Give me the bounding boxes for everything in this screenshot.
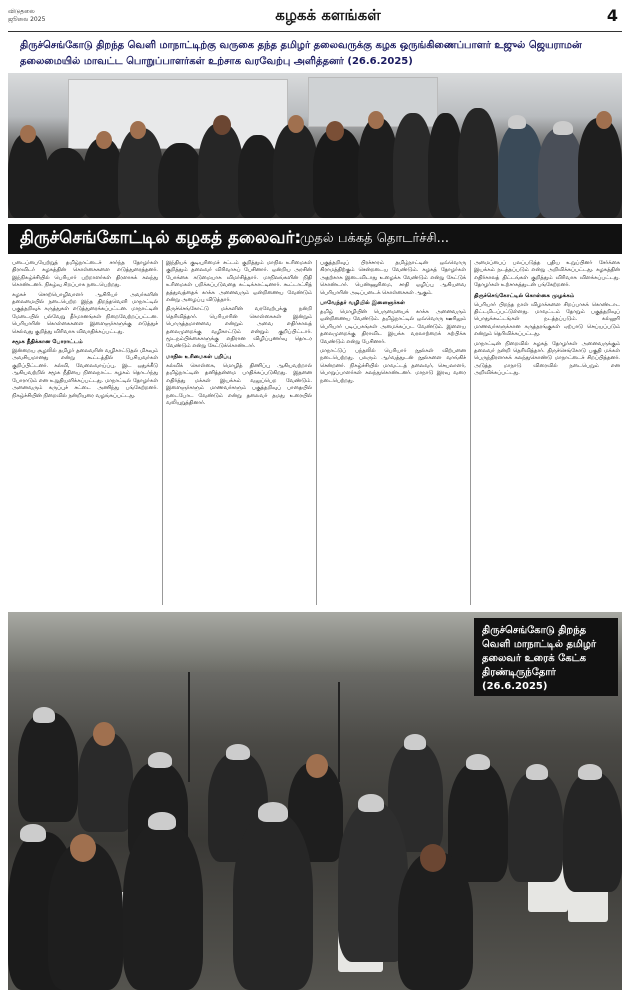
- masthead: [8, 8, 45, 24]
- paragraph: கழகச் சொற்பொழிவாளர் ஆசிரியர் அவர்களின் தலைமையில் நடைபெற்ற இந்த திறந்தவெளி மாநாட்டில் பகுத்தறிவுக் கருத்துகள் எடுத்துரைக்கப்பட்டன. மாநாட்டின் மேடையில் பல்வேறு தீர்மானங்கள் நிறைவேற்றப்பட்டன. பெரியாரின் கொள்கைகளை இளைஞர்களுக்கு எடுத்துச் செல்வது குறித்து விரிவாக விவாதிக்கப்பட்டது.: [12, 291, 158, 335]
- article-column-2: [166, 260, 312, 605]
- page-header: [8, 6, 622, 32]
- paragraph: பகுத்தறிவுப் பிரச்சாரம் தமிழ்நாட்டின் ஒவ்வொரு கிராமத்திற்கும் சென்றடைய வேண்டும். கழகத் தோழர்கள் அதற்காக இடைவிடாது உழைக்க வேண்டும் என்று கேட்டுக் கொண்டார். பெண்ணுரிமை, சாதி ஒழிப்பு ஆகியவை பெரியாரின் அடிப்படைக் கொள்கைகள் ஆகும்.: [320, 260, 466, 296]
- article-column-3: [320, 260, 466, 605]
- audience-photo-caption: திருச்செங்கோடு திறந்த வெளி மாநாட்டில் தமிழர் தலைவர் உரைக் கேட்க திரண்டிருந்தோர் (26.6.2025): [474, 618, 618, 696]
- camera-tripod: [188, 672, 190, 782]
- article-body: [12, 260, 618, 605]
- top-photo-caption: திருச்செங்கோடு திறந்த வெளி மாநாட்டிற்கு வருகை தந்த தமிழர் தலைவருக்கு கழக ஒருங்கிணைப்பாளர் உஜுல் ஜெயராமன் தலைமையில் மாவட்ட பொறுப்பாளர்கள் உற்சாக வரவேற்பு அளித்தனர் (26.6.2025): [20, 40, 582, 67]
- paragraph: மாநாட்டின் நிறைவில் கழகத் தோழர்கள் அனைவருக்கும் தலைவர் நன்றி தெரிவித்தார். திருச்செங்கோடு பகுதி மக்கள் பெருந்திரளாகக் கலந்துகொண்டு மாநாட்டைச் சிறப்பித்தனர். அடுத்த மாநாடு விரைவில் நடைபெறும் என அறிவிக்கப்பட்டது.: [474, 340, 620, 377]
- subheading: திருச்செங்கோட்டில் கொள்கை முழக்கம்: [474, 292, 575, 299]
- welcome-crowd-photo: [8, 73, 622, 218]
- page-number: 4: [606, 6, 618, 25]
- subheading: பாவேந்தர் வழியில் இளைஞர்கள்: [320, 300, 406, 307]
- masthead-title: விடுதலை: [8, 8, 35, 15]
- paragraph: கல்விக் கொள்கை, மொழித் திணிப்பு ஆகியவற்றால் தமிழ்நாட்டின் தனித்தன்மை பாதிக்கப்படுகிறது. இதனை எதிர்த்து மக்கள் இயக்கம் வலுப்பெற வேண்டும். இளைஞர்களும் மாணவர்களும் பகுத்தறிவுப் பாதையில் நடைபோட வேண்டும் என்று தலைவர் தமது உரையில் வலியுறுத்தினார்.: [166, 362, 312, 406]
- paragraph: பெரியார் பிறந்த நாள் விழாக்களை சிறப்பாகக் கொண்டாட திட்டமிடப்பட்டுள்ளது. மாவட்டம் தோறும் பகுத்தறிவுப் பொதுக்கூட்டங்கள் நடத்தப்படும். கல்லூரி மாணவர்களுக்கான கருத்தரங்குகள் ஏற்பாடு செய்யப்படும் என்றும் தெரிவிக்கப்பட்டது.: [474, 301, 620, 338]
- paragraph: தமிழ் மொழியின் பெருமையைக் காக்க அனைவரும் ஒன்றிணைய வேண்டும். தமிழ்நாட்டில் ஒவ்வொரு ஊரிலும் பெரியார் படிப்பகங்கள் அமைக்கப்பட வேண்டும். இளைய தலைமுறைக்கு திராவிட இயக்க வரலாற்றைக் கற்பிக்க வேண்டும் என்று பேசினார்.: [320, 309, 466, 345]
- section-title: கழகக் களங்கள்: [275, 6, 381, 24]
- headline-bar: [8, 224, 622, 254]
- subheading: மாநில உரிமைகள் பறிப்பு: [166, 353, 232, 360]
- column-divider: [162, 260, 163, 605]
- paragraph: இன்றைய சூழலில் தமிழர் தலைவரின் வழிகாட்டுதல் மிகவும் அவசியமானது என்று கூட்டத்தில் பேசியவர்கள் குறிப்பிட்டனர். கல்வி, வேலைவாய்ப்பு, இட ஒதுக்கீடு ஆகியவற்றில் சமூக நீதியை நிலைநாட்ட கழகம் தொடர்ந்து போராடும் என உறுதியளிக்கப்பட்டது. மாநாட்டில் தோழர்கள் அனைவரும் கருப்புச் சட்டை அணிந்து பங்கேற்றனர். நிகழ்ச்சியின் நிறைவில் நன்றியுரை வழங்கப்பட்டது.: [12, 348, 158, 399]
- masthead-date: ஜூலை 2025: [8, 16, 46, 23]
- camera-tripod: [338, 682, 340, 782]
- paragraph: அமைப்பைப் பலப்படுத்த புதிய உறுப்பினர் சேர்க்கை இயக்கம் நடத்தப்படும் என்று அறிவிக்கப்பட்டது. கழகத்தின் எதிர்காலத் திட்டங்கள் குறித்தும் விரிவாக விளக்கப்பட்டது. தோழர்கள் உற்சாகத்துடன் பங்கேற்றனர்.: [474, 260, 620, 289]
- headline-title: திருச்செங்கோட்டில் கழகத் தலைவர்:: [20, 228, 302, 248]
- column-divider: [316, 260, 317, 605]
- paragraph: படைப்பையேற்றுத் தமிழ்நாட்டைச் சார்ந்த தோழர்கள் திராவிடர் கழகத்தின் கொள்கைகளை எடுத்துரைத்தனர். இந்நிகழ்ச்சியில் பெரியார் பற்றாளர்கள் திரளாகக் கலந்து கொண்டனர். நிகழ்வு சிறப்பாக நடைபெற்றது.: [12, 260, 158, 289]
- paragraph: இந்தியக் குடியுரிமைச் சட்டம் குறித்தும் மாநில உரிமைகள் குறித்தும் தலைவர் விரிவாகப் பேசினார். ஒன்றிய அரசின் போக்கை கடுமையாக விமர்சித்தார். மாநிலங்களின் நிதி உரிமைகள் பறிக்கப்படுவதை சுட்டிக்காட்டினார். கூட்டாட்சித் தத்துவத்தைக் காக்க அனைவரும் ஒன்றிணைய வேண்டும் என்று அழைப்பு விடுத்தார்.: [166, 260, 312, 304]
- paragraph: மாநாட்டுப் பந்தலில் பெரியார் நூல்கள் விற்பனை நடைபெற்றது. பலரும் ஆர்வத்துடன் நூல்களை வாங்கிச் சென்றனர். நிகழ்ச்சியில் மாவட்டத் தலைவர், செயலாளர், பொறுப்பாளர்கள் கலந்துகொண்டனர். மாநாடு இரவு வரை நடைபெற்றது.: [320, 348, 466, 384]
- article-column-4: [474, 260, 620, 605]
- column-divider: [470, 260, 471, 605]
- subheading: சமூக நீதிக்கான போராட்டம்: [12, 339, 83, 346]
- paragraph: திருச்செங்கோட்டு மக்களின் வரவேற்புக்கு நன்றி தெரிவித்தார். பெரியாரின் கொள்கைகள் இன்றும் பொருத்தமானவை என்றும் அவை எதிர்காலத் தலைமுறைக்கு வழிகாட்டும் என்றும் குறிப்பிட்டார். மூடநம்பிக்கைகளுக்கு எதிரான விழிப்புணர்வு தொடர வேண்டும் என்று கேட்டுக்கொண்டார்.: [166, 306, 312, 350]
- headline-continuation: முதல் பக்கத் தொடர்ச்சி...: [300, 231, 450, 246]
- article-column-1: [12, 260, 158, 605]
